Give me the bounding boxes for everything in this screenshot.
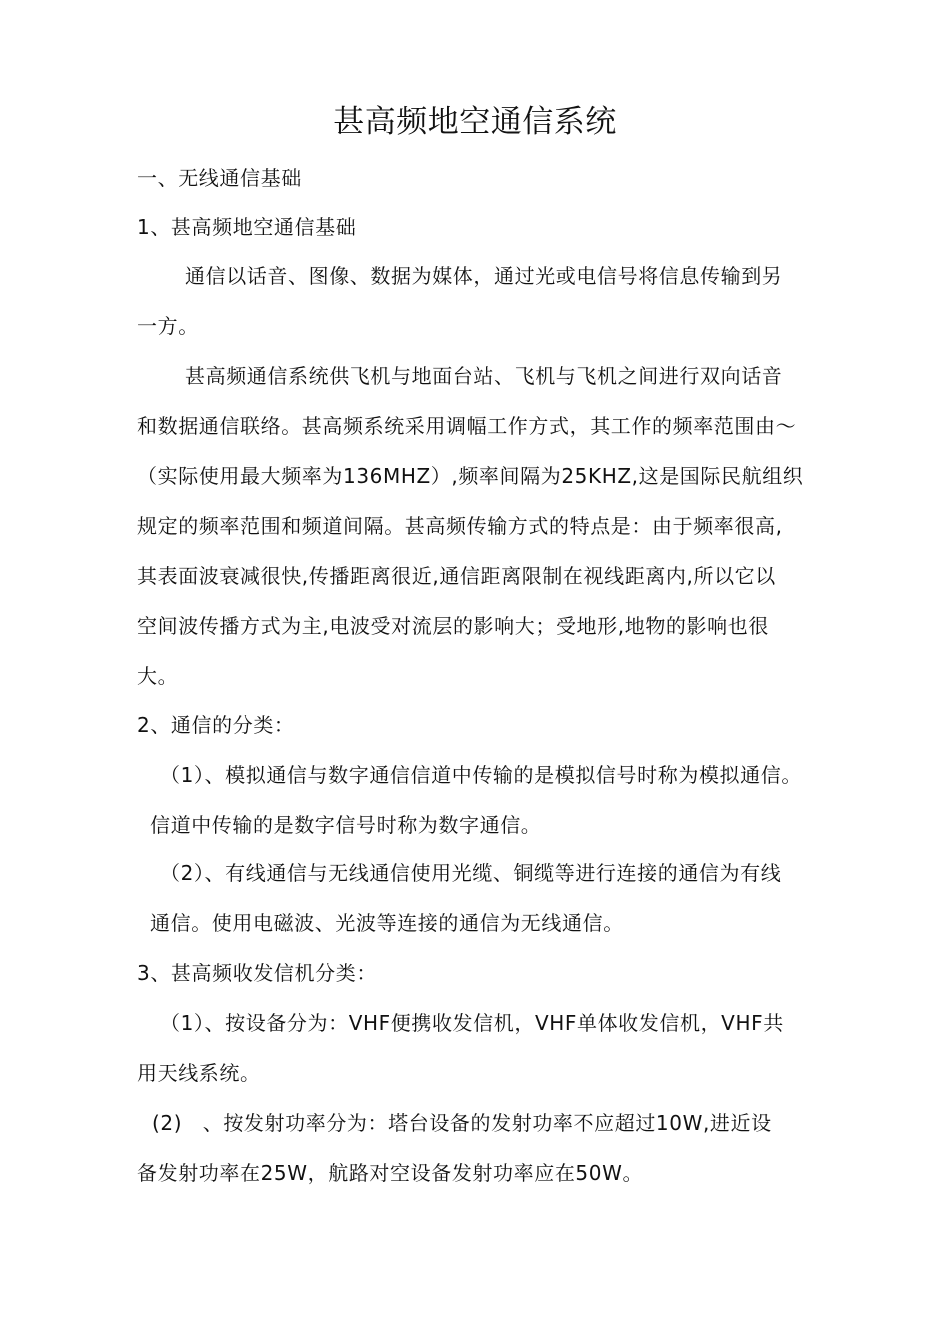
- list-item-line: 备发射功率在25W，航路对空设备发射功率应在50W。: [137, 1161, 644, 1185]
- paragraph-line: （实际使用最大频率为136MHZ）,频率间隔为25KHZ,这是国际民航组织: [137, 464, 804, 488]
- paragraph-line: 甚高频通信系统供飞机与地面台站、飞机与飞机之间进行双向话音: [185, 364, 783, 388]
- section-heading-wireless-basics: 一、无线通信基础: [137, 166, 302, 190]
- subsection-heading-vhf-basics: 1、甚高频地空通信基础: [137, 215, 357, 239]
- paragraph-line: 空间波传播方式为主,电波受对流层的影响大；受地形,地物的影响也很: [137, 614, 769, 638]
- subsection-heading-transceiver: 3、甚高频收发信机分类：: [137, 961, 377, 985]
- document-title: 甚高频地空通信系统: [333, 104, 617, 140]
- list-item-line: （2）、有线通信与无线通信使用光缆、铜缆等进行连接的通信为有线: [160, 861, 782, 885]
- list-item-line: 通信。使用电磁波、光波等连接的通信为无线通信。: [150, 911, 624, 935]
- subsection-heading-classification: 2、通信的分类：: [137, 713, 295, 737]
- list-item-line: 信道中传输的是数字信号时称为数字通信。: [150, 813, 542, 837]
- paragraph-line: 一方。: [137, 314, 199, 338]
- list-item-line: （1）、按设备分为：VHF便携收发信机，VHF单体收发信机，VHF共: [160, 1011, 784, 1035]
- paragraph-line: 大。: [137, 664, 179, 688]
- paragraph-line: 其表面波衰减很快,传播距离很近,通信距离限制在视线距离内,所以它以: [137, 564, 776, 588]
- list-item-line: 用天线系统。: [137, 1061, 261, 1085]
- list-item-line: (2) 、按发射功率分为：塔台设备的发射功率不应超过10W,进近设: [152, 1111, 772, 1135]
- paragraph-line: 通信以话音、图像、数据为媒体，通过光或电信号将信息传输到另: [185, 264, 783, 288]
- paragraph-line: 规定的频率范围和频道间隔。甚高频传输方式的特点是：由于频率很高,: [137, 514, 783, 538]
- list-item-line: （1）、模拟通信与数字通信信道中传输的是模拟信号时称为模拟通信。: [160, 763, 802, 787]
- paragraph-line: 和数据通信联络。甚高频系统采用调幅工作方式，其工作的频率范围由～: [137, 414, 797, 438]
